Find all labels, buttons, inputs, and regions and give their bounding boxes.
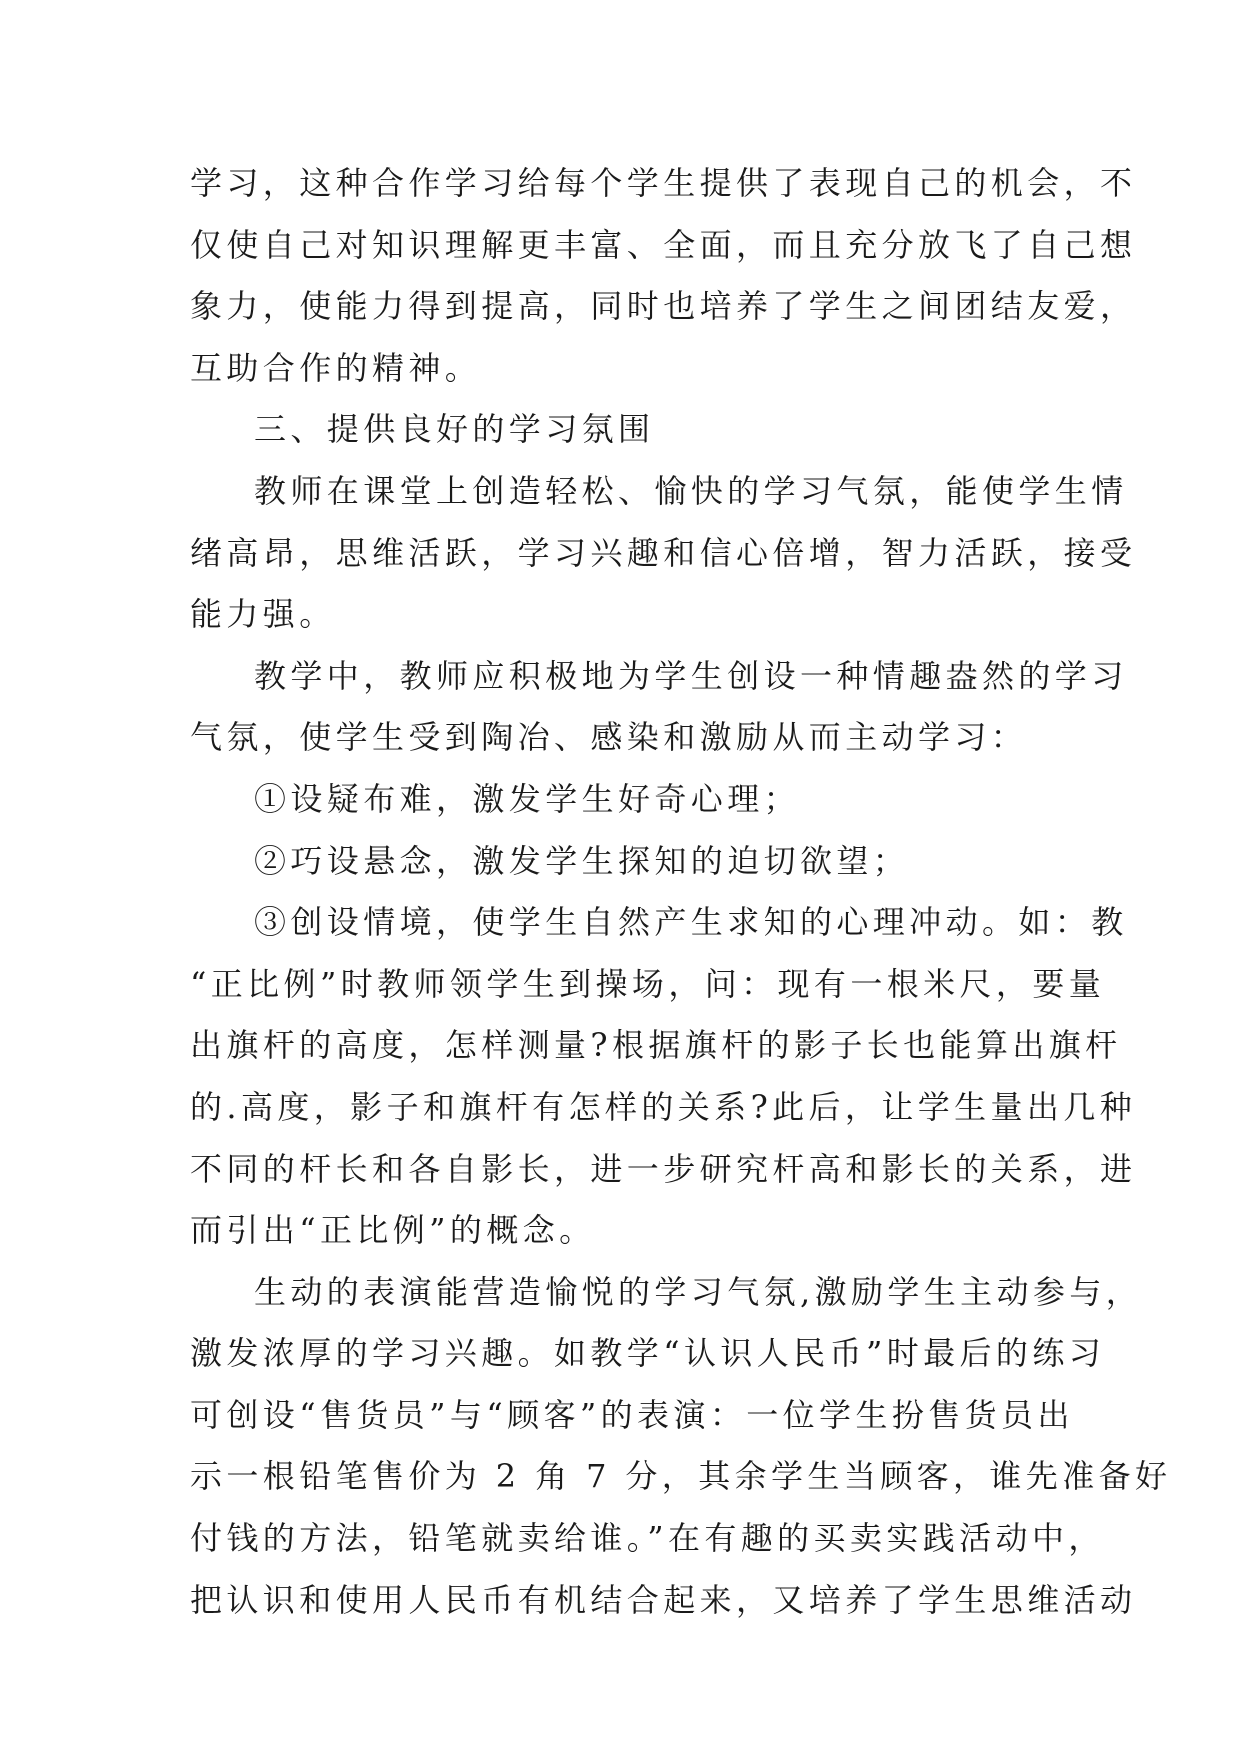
- text-line: 仅使自己对知识理解更丰富、全面，而且充分放飞了自己想: [190, 225, 1137, 264]
- text-line: 学习，这种合作学习给每个学生提供了表现自己的机会，不: [190, 164, 1137, 202]
- text-line: 而引出“正比例”的概念。: [190, 1211, 596, 1250]
- list-item: ②巧设悬念，激发学生探知的迫切欲望；: [254, 841, 910, 880]
- text-line: 能力强。: [190, 595, 336, 634]
- text-line: 出旗杆的高度，怎样测量?根据旗杆的影子长也能算出旗杆: [190, 1026, 1122, 1065]
- body-text: [190, 153, 1172, 1631]
- text-line: “正比例”时教师领学生到操场，问：现有一根米尺，要量: [190, 964, 1106, 1003]
- text-line: 把认识和使用人民币有机结合起来，又培养了学生思维活动: [190, 1580, 1137, 1619]
- text-line: 付钱的方法，铅笔就卖给谁。”在有趣的买卖实践活动中，: [190, 1519, 1105, 1558]
- text-line: 互助合作的精神。: [190, 348, 482, 387]
- list-item: ③创设情境，使学生自然产生求知的心理冲动。如：教: [254, 903, 1128, 942]
- text-line: 气氛，使学生受到陶冶、感染和激励从而主动学习：: [190, 718, 1028, 757]
- text-line: 可创设“售货员”与“顾客”的表演：一位学生扮售货员出: [190, 1395, 1074, 1434]
- text-line: 象力，使能力得到提高，同时也培养了学生之间团结友爱，: [190, 287, 1137, 326]
- text-line: 的.高度，影子和旗杆有怎样的关系?此后，让学生量出几种: [190, 1087, 1137, 1126]
- text-line: 教学中，教师应积极地为学生创设一种情趣盎然的学习: [254, 656, 1128, 695]
- text-line: 教师在课堂上创造轻松、愉快的学习气氛，能使学生情: [254, 471, 1128, 510]
- text-line: 生动的表演能营造愉悦的学习气氛,激励学生主动参与，: [254, 1272, 1143, 1311]
- list-item: ①设疑布难，激发学生好奇心理；: [254, 779, 801, 818]
- text-line: 不同的杆长和各自影长，进一步研究杆高和影长的关系，进: [190, 1149, 1137, 1188]
- section-heading: 三、提供良好的学习氛围: [254, 410, 655, 449]
- text-line: 激发浓厚的学习兴趣。如教学“认识人民币”时最后的练习: [190, 1334, 1106, 1373]
- text-line: 示一根铅笔售价为 2 角 7 分，其余学生当顾客，谁先准备好: [190, 1457, 1172, 1496]
- text-line: 绪高昂，思维活跃，学习兴趣和信心倍增，智力活跃，接受: [190, 533, 1137, 572]
